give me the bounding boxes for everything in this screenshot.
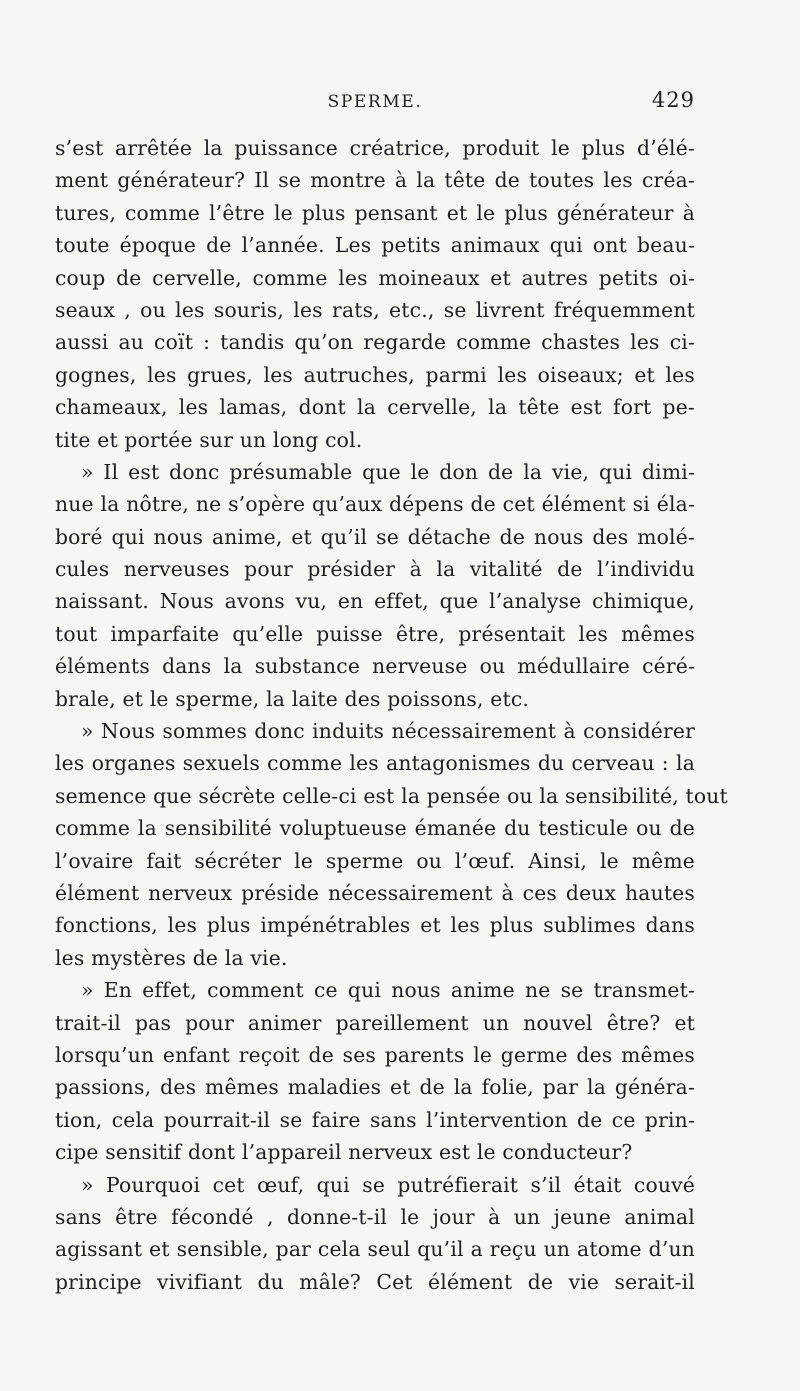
text-line: semence que sécrète celle-ci est la pensée ou la sensibilité, tout	[55, 783, 728, 808]
text-line: cules nerveuses pour présider à la vitalité de l’individu	[55, 557, 695, 582]
text-line: tion, cela pourrait-il se faire sans l’intervention de ce prin-	[55, 1107, 695, 1132]
text-line: l’ovaire fait sécréter le sperme ou l’œuf. Ainsi, le même	[55, 848, 695, 873]
text-line: toute époque de l’année. Les petits animaux qui ont beau-	[55, 233, 695, 258]
text-line: naissant. Nous avons vu, en effet, que l’analyse chimique,	[55, 589, 695, 614]
text-line: seaux , ou les souris, les rats, etc., se livrent fréquemment	[55, 297, 695, 322]
text-line: s’est arrêtée la puissance créatrice, produit le plus d’élé-	[55, 136, 695, 160]
text-line: tures, comme l’être le plus pensant et le plus générateur à	[55, 200, 695, 225]
text-line: tout imparfaite qu’elle puisse être, présentait les mêmes	[55, 621, 695, 646]
text-line: tite et portée sur un long col.	[55, 427, 363, 452]
text-line: coup de cervelle, comme les moineaux et autres petits oi-	[55, 265, 695, 290]
text-line: » Il est donc présumable que le don de la vie, qui dimi-	[81, 459, 695, 484]
text-line: lorsqu’un enfant reçoit de ses parents le germe des mêmes	[55, 1042, 695, 1067]
page-number: 429	[651, 88, 695, 112]
page-header	[55, 88, 695, 126]
text-line: passions, des mêmes maladies et de la folie, par la généra-	[55, 1075, 695, 1100]
text-line: ment générateur? Il se montre à la tête de toutes les créa-	[55, 168, 695, 193]
text-line: élément nerveux préside nécessairement à ces deux hautes	[55, 880, 695, 905]
text-line: les mystères de la vie.	[55, 945, 288, 970]
text-line: cipe sensitif dont l’appareil nerveux est le conducteur?	[55, 1140, 633, 1165]
text-line: comme la sensibilité voluptueuse émanée du testicule ou de	[55, 816, 695, 841]
text-line: nue la nôtre, ne s’opère qu’aux dépens de cet élément si éla-	[55, 492, 695, 517]
text-line: les organes sexuels comme les antagonismes du cerveau : la	[55, 751, 695, 776]
text-line: agissant et sensible, par cela seul qu’il a reçu un atome d’un	[55, 1237, 695, 1262]
text-line: » Pourquoi cet œuf, qui se putréfierait s’il était couvé	[81, 1172, 695, 1197]
text-line: aussi au coït : tandis qu’on regarde comme chastes les ci-	[55, 330, 695, 355]
body-text	[55, 132, 728, 1298]
running-title: SPERME.	[327, 92, 423, 112]
text-line: éléments dans la substance nerveuse ou médullaire céré-	[55, 654, 695, 679]
text-line: principe vivifiant du mâle? Cet élément de vie serait-il	[55, 1269, 695, 1294]
text-line: brale, et le sperme, la laite des poissons, etc.	[55, 686, 530, 711]
text-line: gognes, les grues, les autruches, parmi les oiseaux; et les	[55, 362, 695, 387]
text-line: boré qui nous anime, et qu’il se détache de nous des molé-	[55, 524, 695, 549]
text-line: » Nous sommes donc induits nécessairement à considérer	[81, 719, 695, 744]
text-line: chameaux, les lamas, dont la cervelle, la tête est fort pe-	[55, 395, 695, 420]
text-line: sans être fécondé , donne-t-il le jour à un jeune animal	[55, 1204, 695, 1229]
text-line: » En effet, comment ce qui nous anime ne se transmet-	[81, 978, 695, 1003]
text-line: fonctions, les plus impénétrables et les plus sublimes dans	[55, 913, 695, 938]
text-line: trait-il pas pour animer pareillement un nouvel être? et	[55, 1010, 695, 1035]
